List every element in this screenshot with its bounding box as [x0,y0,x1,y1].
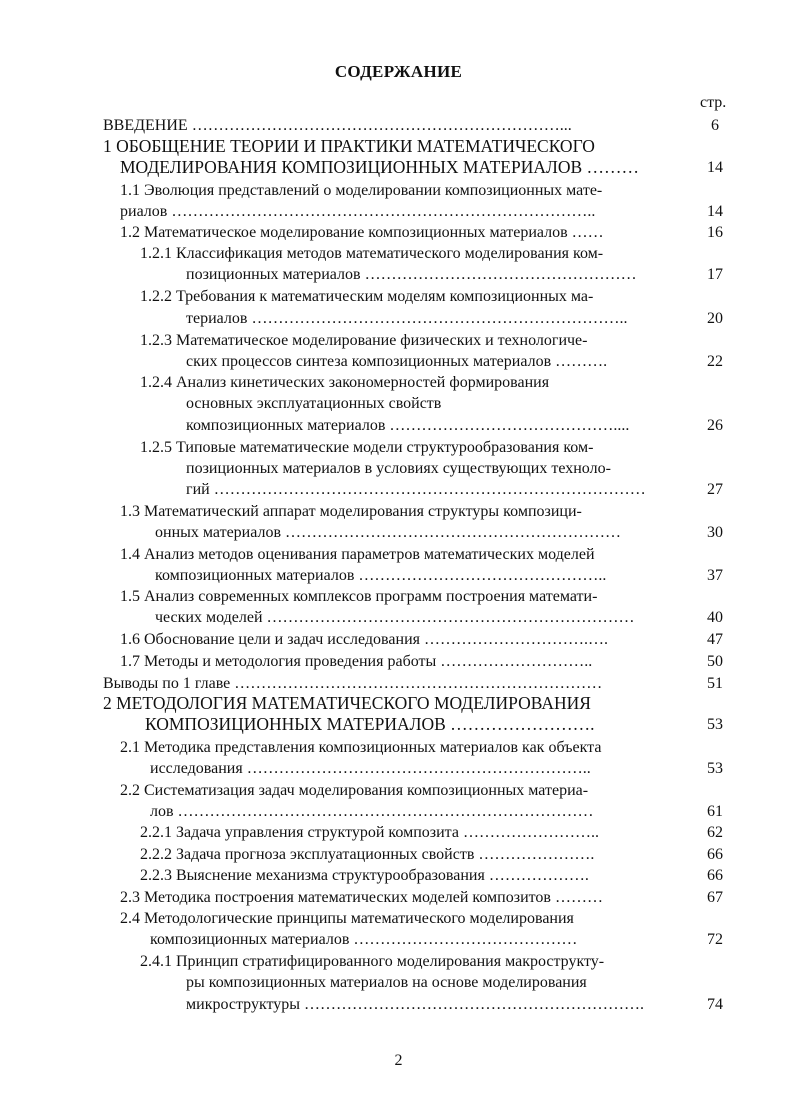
toc-page-number: 53 [707,716,723,733]
toc-page-number: 53 [707,760,723,777]
toc-entry-line: композиционных материалов …………………………………….... [186,417,630,434]
toc-page-number: 20 [707,310,723,327]
toc-page-number: 6 [711,117,719,134]
toc-entry-line: гий ……………………………………………………………………… [186,481,646,498]
toc-page-number: 51 [707,675,723,692]
toc-page-number: 26 [707,417,723,434]
toc-page-number: 27 [707,481,723,498]
toc-entry-line: позиционных материалов …………………………………………… [186,266,637,283]
toc-entry-line: 1.4 Анализ методов оценивания параметров математических моделей [120,546,595,563]
toc-page-number: 14 [707,203,723,220]
toc-entry-line: териалов …………………………………………………………….. [186,310,628,327]
toc-page-number: 67 [707,889,723,906]
toc-entry-line: 1.2.4 Анализ кинетических закономерностей формирования [140,374,550,391]
toc-entry-line: ры композиционных материалов на основе моделирования [186,974,587,991]
toc-entry-line: риалов …………………………………………………………………….. [120,203,596,220]
toc-page-number: 74 [707,996,723,1013]
toc-page-number: 22 [707,353,723,370]
toc-page-number: 72 [707,931,723,948]
toc-entry-line: 1.7 Методы и методология проведения работы ……………………….. [120,653,593,670]
toc-entry-line: 2.4 Методологические принципы математического моделирования [120,910,574,927]
toc-entry-line: 2.3 Методика построения математических моделей композитов ……… [120,889,603,906]
toc-entry-line: 1.2.1 Классификация методов математического моделирования ком- [140,245,604,262]
toc-entry-line: композиционных материалов …………………………………… [150,931,578,948]
toc-entry-line: 2.2 Систематизация задач моделирования композиционных материа- [120,782,589,799]
toc-entry-line: позиционных материалов в условиях существующих техноло- [186,460,611,477]
toc-entry-line: Выводы по 1 главе …………………………………………………………… [103,675,603,692]
toc-entry-line: 2.4.1 Принцип стратифицированного моделирования макрострукту- [140,953,605,970]
toc-entry-line: 2.2.3 Выяснение механизма структурообразования ………………. [140,867,589,884]
toc-entry-line: 1.2.3 Математическое моделирование физических и технологиче- [140,332,588,349]
page-title: СОДЕРЖАНИЕ [334,62,463,81]
toc-page-number: 16 [707,224,723,241]
toc-entry-line: 1 ОБОБЩЕНИЕ ТЕОРИИ И ПРАКТИКИ МАТЕМАТИЧЕСКОГО [103,136,595,156]
toc-entry-line: 1.1 Эволюция представлений о моделировании композиционных мате- [120,182,603,199]
toc-entry-line: 2.2.1 Задача управления структурой композита …………………….. [140,824,599,841]
toc-entry-line: ВВЕДЕНИЕ ……………………………………………………………... [103,117,572,134]
toc-entry-line: 2.1 Методика представления композиционных материалов как объекта [120,739,602,756]
toc-entry-line: онных материалов ……………………………………………………… [155,524,622,541]
toc-entry-line: основных эксплуатационных свойств [186,395,442,412]
toc-page-number: 14 [707,159,723,176]
toc-page-number: 17 [707,266,723,283]
toc-page-number: 66 [707,867,723,884]
page-column-header: стр. [700,94,727,111]
toc-entry-line: 1.2.5 Типовые математические модели структурообразования ком- [140,439,594,456]
page-number: 2 [394,1052,403,1069]
toc-entry-line: ческих моделей …………………………………………………………… [155,609,635,626]
toc-entry-line: 1.2 Математическое моделирование композиционных материалов …… [120,224,604,241]
toc-page-number: 47 [707,631,723,648]
toc-entry-line: композиционных материалов ……………………………………….. [155,567,607,584]
toc-page-number: 50 [707,653,723,670]
toc-entry-line: КОМПОЗИЦИОННЫХ МАТЕРИАЛОВ ……………………. [145,714,595,734]
toc-entry-line: 1.5 Анализ современных комплексов программ построения математи- [120,588,598,605]
toc-entry-line: 1.3 Математический аппарат моделирования структуры композици- [120,503,582,520]
toc-entry-line: 2.2.2 Задача прогноза эксплуатационных свойств …………………. [140,846,595,863]
toc-page-number: 61 [707,803,723,820]
toc-page-number: 30 [707,524,723,541]
toc-page-number: 40 [707,609,723,626]
toc-entry-line: ских процессов синтеза композиционных материалов ………. [186,353,608,370]
toc-entry-line: 1.6 Обоснование цели и задач исследования ………………………….…. [120,631,608,648]
toc-entry-line: микроструктуры ………………………………………………………. [186,996,645,1013]
toc-page-number: 37 [707,567,723,584]
toc-entry-line: 1.2.2 Требования к математическим моделям композиционных ма- [140,288,594,305]
toc-entry-line: 2 МЕТОДОЛОГИЯ МАТЕМАТИЧЕСКОГО МОДЕЛИРОВАНИЯ [103,693,591,713]
toc-page-number: 62 [707,824,723,841]
toc-entry-line: МОДЕЛИРОВАНИЯ КОМПОЗИЦИОННЫХ МАТЕРИАЛОВ ……… [120,157,640,177]
toc-page-number: 66 [707,846,723,863]
toc-entry-line: лов …………………………………………………………………… [150,803,594,820]
toc-entry-line: исследования ……………………………………………………….. [150,760,591,777]
